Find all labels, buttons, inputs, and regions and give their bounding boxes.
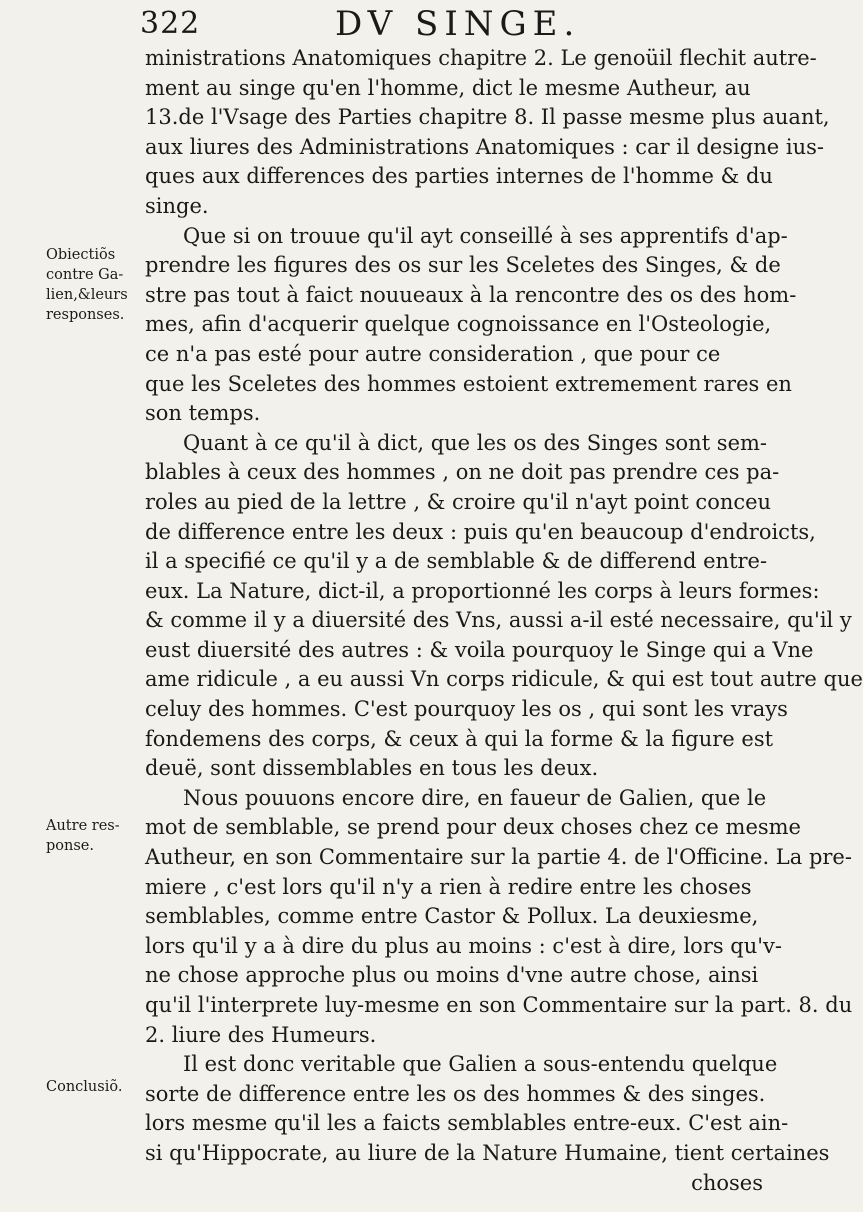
text-line: eust diuersité des autres : & voila pourquoy le Singe qui a Vne: [145, 637, 814, 662]
text-line: ques aux differences des parties internes de l'homme & du: [145, 164, 773, 189]
text-line: ame ridicule , a eu aussi Vn corps ridicule, & qui est tout autre que: [145, 667, 863, 692]
text-line: il a specifié ce qu'il y a de semblable & de differend entre-: [145, 549, 768, 574]
page-header: [0, 4, 800, 44]
margin-note-line: Obiectiõs: [46, 247, 116, 263]
text-line: que les Sceletes des hommes estoient extremement rares en: [145, 371, 792, 396]
text-line: lors qu'il y a à dire du plus au moins : c'est à dire, lors qu'v-: [145, 933, 783, 958]
text-line: stre pas tout à faict nouueaux à la rencontre des os des hom-: [145, 282, 797, 307]
text-line: son temps.: [145, 401, 261, 426]
text-line: si qu'Hippocrate, au liure de la Nature Humaine, tient certaines: [145, 1140, 830, 1165]
text-line: Nous pouuons encore dire, en faueur de Galien, que le: [183, 785, 767, 810]
margin-note-line: lien,&leurs: [46, 287, 128, 303]
text-line: fondemens des corps, & ceux à qui la forme & la figure est: [145, 726, 774, 751]
text-line: miere , c'est lors qu'il n'y a rien à redire entre les choses: [145, 874, 752, 899]
page-number: 322: [140, 6, 201, 41]
margin-note-line: Autre res-: [46, 818, 120, 834]
running-title: DV SINGE.: [335, 4, 581, 44]
text-line: de difference entre les deux : puis qu'en beaucoup d'endroicts,: [145, 519, 816, 544]
text-line: Il est donc veritable que Galien a sous-entendu quelque: [183, 1052, 778, 1077]
text-line: 13.de l'Vsage des Parties chapitre 8. Il passe mesme plus auant,: [145, 105, 830, 130]
text-line: qu'il l'interprete luy-mesme en son Commentaire sur la part. 8. du: [145, 993, 853, 1017]
text-line: singe.: [145, 193, 209, 218]
margin-note-other-response: [46, 816, 144, 856]
margin-note-line: responses.: [46, 307, 125, 323]
margin-note-conclusion: [46, 1077, 144, 1097]
text-line: deuë, sont dissemblables en tous les deux.: [145, 756, 599, 781]
text-line: Que si on trouue qu'il ayt conseillé à ses apprentifs d'ap-: [183, 223, 788, 248]
text-line: & comme il y a diuersité des Vns, aussi a-il esté necessaire, qu'il y: [145, 608, 852, 633]
margin-note-line: contre Ga-: [46, 267, 124, 283]
text-line: semblables, comme entre Castor & Pollux. La deuxiesme,: [145, 904, 759, 929]
text-line: sorte de difference entre les os des hommes & des singes.: [145, 1081, 766, 1106]
text-line: mes, afin d'acquerir quelque cognoissance en l'Osteologie,: [145, 312, 772, 337]
text-line: prendre les figures des os sur les Sceletes des Singes, & de: [145, 253, 781, 278]
text-line: blables à ceux des hommes , on ne doit pas prendre ces pa-: [145, 460, 780, 485]
margin-note-line: ponse.: [46, 838, 94, 854]
margin-note-objections: [46, 245, 144, 325]
margin-note-line: Conclusiõ.: [46, 1079, 123, 1095]
text-line: ment au singe qu'en l'homme, dict le mesme Autheur, au: [145, 75, 751, 100]
text-line: eux. La Nature, dict-il, a proportionné les corps à leurs formes:: [145, 578, 820, 603]
text-line: aux liures des Administrations Anatomiques : car il designe ius-: [145, 134, 824, 159]
text-line: lors mesme qu'il les a faicts semblables entre-eux. C'est ain-: [145, 1111, 789, 1136]
text-line: ministrations Anatomiques chapitre 2. Le genoüil flechit autre-: [145, 46, 817, 70]
body-text: [145, 44, 863, 1198]
text-line: ce n'a pas esté pour autre consideration , que pour ce: [145, 341, 721, 366]
text-line: Autheur, en son Commentaire sur la partie 4. de l'Officine. La pre-: [145, 845, 852, 870]
text-line: ne chose approche plus ou moins d'vne autre chose, ainsi: [145, 963, 759, 988]
text-line: celuy des hommes. C'est pourquoy les os , qui sont les vrays: [145, 697, 788, 722]
text-line: 2. liure des Humeurs.: [145, 1022, 377, 1047]
text-line: mot de semblable, se prend pour deux choses chez ce mesme: [145, 815, 801, 840]
catchword: choses: [691, 1170, 763, 1195]
text-line: roles au pied de la lettre , & croire qu'il n'ayt point conceu: [145, 489, 772, 514]
text-line: Quant à ce qu'il à dict, que les os des Singes sont sem-: [183, 430, 768, 455]
